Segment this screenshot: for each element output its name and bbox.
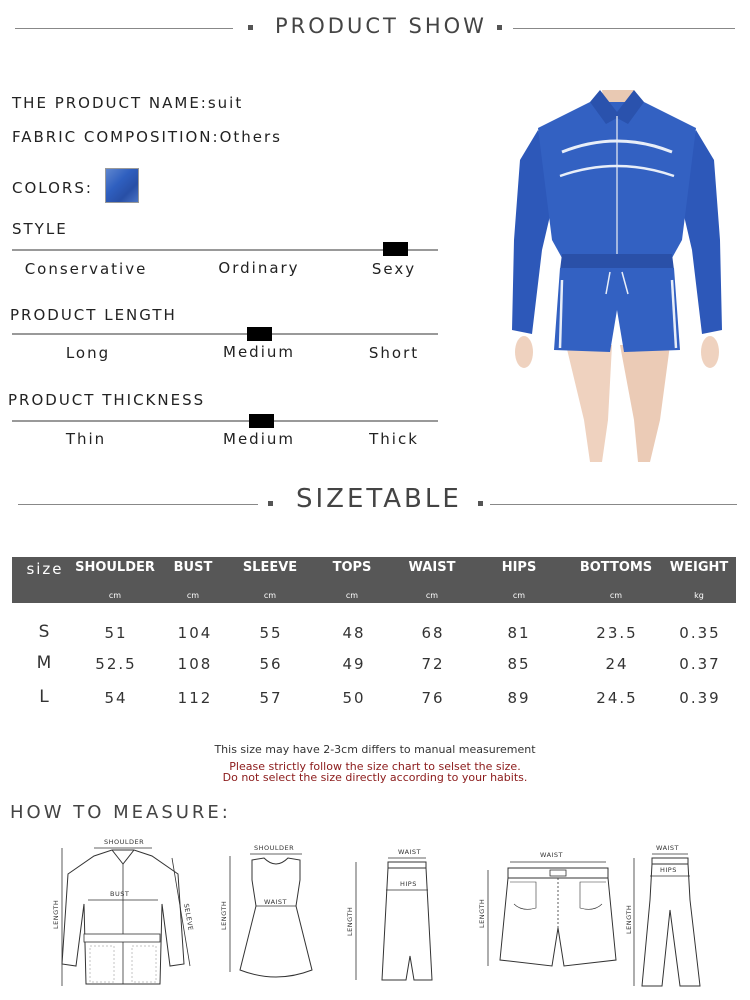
product-name-line xyxy=(12,94,243,112)
length-marker xyxy=(247,327,272,341)
unit-shoulder: cm xyxy=(108,591,122,600)
style-marker xyxy=(383,242,408,256)
unit-weight: kg xyxy=(694,591,704,600)
fabric-value: Others xyxy=(219,128,282,146)
skirt-length-label: LENGTH xyxy=(346,906,354,936)
warning-note-2: Do not select the size directly according to your habits. xyxy=(222,771,528,784)
measurement-note: This size may have 2-3cm differs to manual measurement xyxy=(214,743,536,756)
skirt-diagram xyxy=(340,846,440,991)
unit-bottoms: cm xyxy=(609,591,623,600)
unit-tops: cm xyxy=(345,591,359,600)
dress-length-label: LENGTH xyxy=(220,900,228,930)
warning-note-1: Please strictly follow the size chart to selset the size. xyxy=(229,760,521,773)
dress-diagram xyxy=(214,840,314,990)
style-label-sexy: Sexy xyxy=(371,260,417,278)
thickness-label-medium: Medium xyxy=(223,430,295,448)
thickness-label-thick: Thick xyxy=(369,430,419,448)
style-track xyxy=(12,249,438,251)
how-to-measure-title: HOW TO MEASURE: xyxy=(10,802,231,823)
table-cell: 112 xyxy=(177,689,213,707)
table-cell: 23.5 xyxy=(596,624,638,642)
table-cell: 54 xyxy=(104,689,128,707)
unit-sleeve: cm xyxy=(263,591,277,600)
table-cell: 76 xyxy=(421,689,445,707)
row-size-s: S xyxy=(38,622,52,642)
table-cell: 85 xyxy=(507,655,531,673)
product-name-label: THE PRODUCT NAME: xyxy=(12,94,208,112)
col-header-waist: WAIST xyxy=(408,560,456,575)
sizetable-bullet-right xyxy=(478,501,483,506)
table-cell: 50 xyxy=(342,689,366,707)
col-header-sleeve: SLEEVE xyxy=(242,560,298,575)
col-header-bust: BUST xyxy=(173,560,213,575)
col-header-hips: HIPS xyxy=(501,560,537,575)
col-header-tops: TOPS xyxy=(332,560,372,575)
colors-label: COLORS: xyxy=(12,179,93,197)
col-header-size: size xyxy=(26,560,64,578)
length-label-medium: Medium xyxy=(223,343,295,361)
unit-bust: cm xyxy=(186,591,200,600)
sizetable-rule-right xyxy=(490,504,737,505)
length-title: PRODUCT LENGTH xyxy=(10,306,177,324)
pants-length-label: LENGTH xyxy=(625,904,633,934)
table-cell: 57 xyxy=(259,689,283,707)
sizetable-rule-left xyxy=(18,504,258,505)
jacket-diagram xyxy=(48,834,196,994)
length-label-long: Long xyxy=(65,344,111,362)
table-cell: 104 xyxy=(177,624,213,642)
product-show-title: PRODUCT SHOW xyxy=(275,14,487,38)
dress-shoulder-label: SHOULDER xyxy=(254,844,295,852)
table-cell: 24 xyxy=(605,655,629,673)
table-cell: 89 xyxy=(507,689,531,707)
thickness-label-thin: Thin xyxy=(65,430,107,448)
header-bullet-left xyxy=(248,25,253,30)
table-cell: 68 xyxy=(421,624,445,642)
pants-waist-label: WAIST xyxy=(656,844,680,852)
sizetable-bullet-left xyxy=(268,501,273,506)
jacket-shoulder-label: SHOULDER xyxy=(104,838,145,846)
table-cell: 52.5 xyxy=(95,655,137,673)
thickness-track xyxy=(12,420,438,422)
table-cell: 56 xyxy=(259,655,283,673)
pants-hips-label: HIPS xyxy=(660,866,677,874)
table-cell: 49 xyxy=(342,655,366,673)
color-swatch-blue[interactable] xyxy=(105,168,139,203)
shorts-length-label: LENGTH xyxy=(478,898,486,928)
table-cell: 108 xyxy=(177,655,213,673)
table-cell: 0.35 xyxy=(679,624,721,642)
sizetable-title: SIZETABLE xyxy=(296,484,462,514)
length-label-short: Short xyxy=(368,344,420,362)
col-header-weight: WEIGHT xyxy=(669,560,729,575)
table-cell: 48 xyxy=(342,624,366,642)
jacket-sleeve-label: SELEVE xyxy=(182,902,195,932)
header-bullet-right xyxy=(497,25,502,30)
thickness-title: PRODUCT THICKNESS xyxy=(8,391,206,409)
header-rule-left xyxy=(15,28,233,29)
header-rule-right xyxy=(513,28,735,29)
table-cell: 55 xyxy=(259,624,283,642)
row-size-m: M xyxy=(36,653,54,673)
skirt-waist-label: WAIST xyxy=(398,848,422,856)
table-cell: 0.39 xyxy=(679,689,721,707)
row-size-l: L xyxy=(39,687,51,707)
dress-waist-label: WAIST xyxy=(264,898,288,906)
product-photo[interactable] xyxy=(510,90,725,465)
style-label-conservative: Conservative xyxy=(24,260,148,278)
style-label-ordinary: Ordinary xyxy=(218,259,300,277)
shorts-diagram xyxy=(474,848,624,978)
table-cell: 51 xyxy=(104,624,128,642)
table-cell: 24.5 xyxy=(596,689,638,707)
unit-hips: cm xyxy=(512,591,526,600)
unit-waist: cm xyxy=(425,591,439,600)
table-cell: 0.37 xyxy=(679,655,721,673)
fabric-label: FABRIC COMPOSITION: xyxy=(12,128,220,146)
style-title: STYLE xyxy=(12,220,68,238)
pants-diagram xyxy=(624,840,714,992)
length-track xyxy=(12,333,438,335)
skirt-hips-label: HIPS xyxy=(400,880,417,888)
table-cell: 81 xyxy=(507,624,531,642)
shorts-waist-label: WAIST xyxy=(540,851,564,859)
jacket-bust-label: BUST xyxy=(110,890,130,898)
jacket-length-label: LENGTH xyxy=(52,899,60,929)
col-header-bottoms: BOTTOMS xyxy=(579,560,653,575)
col-header-shoulder: SHOULDER xyxy=(75,560,155,575)
product-name-value: suit xyxy=(207,94,244,112)
size-table-header-row xyxy=(12,557,736,603)
fabric-line xyxy=(12,128,282,146)
table-cell: 72 xyxy=(421,655,445,673)
thickness-marker xyxy=(249,414,274,428)
